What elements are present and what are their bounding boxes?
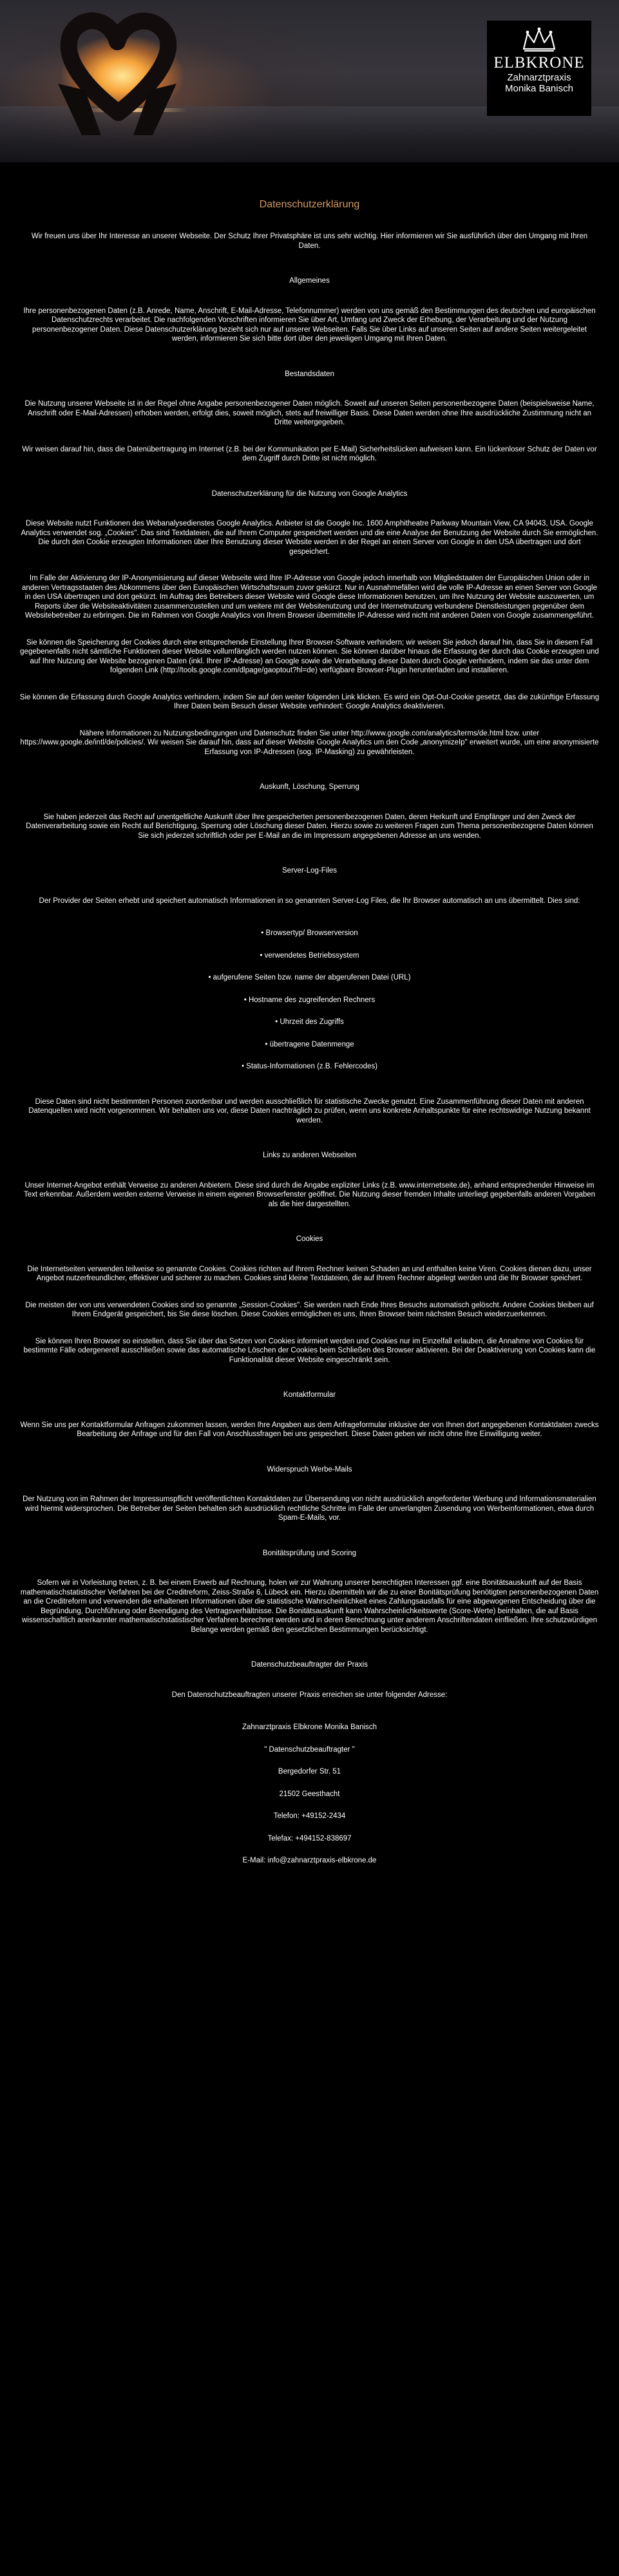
section-heading: Links zu anderen Webseiten bbox=[263, 1151, 356, 1159]
list-item: • Browsertyp/ Browserversion bbox=[261, 929, 358, 937]
paragraph: Sie können die Speicherung der Cookies durch eine entsprechende Einstellung Ihrer Browser-Software verhindern; wir weisen Sie jedoch darauf hin, dass Sie in diesem Fall gegebenenfalls nicht sämtliche Funktionen dieser Website vollumfänglich werden nutzen können. Sie können darüber hinaus die Erfassung der durch das Cookie erzeugten und auf Ihre Nutzung der Website bezogenen Daten (inkl. Ihrer IP-Adresse) an Google sowie die Verarbeitung dieser Daten durch Google verhindern, indem sie das unter dem folgenden Link (http://tools.google.com/dlpage/gaoptout?hl=de) verfügbare Browser-Plugin herunterladen und installieren. bbox=[20, 638, 599, 674]
hero-banner bbox=[0, 0, 619, 162]
section-heading: Server-Log-Files bbox=[282, 867, 337, 875]
section-heading: Datenschutzbeauftragter der Praxis bbox=[251, 1661, 368, 1669]
page-title: Datenschutzerklärung bbox=[259, 199, 360, 210]
brand-name: ELBKRONE bbox=[493, 54, 585, 71]
section-heading: Bestandsdaten bbox=[285, 370, 334, 378]
section-heading: Cookies bbox=[296, 1235, 323, 1243]
paragraph: Der Nutzung von im Rahmen der Impressumspflicht veröffentlichten Kontaktdaten zur Übersendung von nicht ausdrücklich angeforderter Werbung und Informationsmaterialien wird hiermit widersprochen. Die Betreiber der Seiten behalten sich ausdrücklich rechtliche Schritte im Falle der unverlangten Zusendung von Werbeinformationen, etwa durch Spam-E-Mails, vor. bbox=[23, 1495, 596, 1522]
paragraph: Ihre personenbezogenen Daten (z.B. Anrede, Name, Anschrift, E-Mail-Adresse, Telefonnummer) werden von uns gemäß den Bestimmungen des deutschen und europäischen Datenschutzrechts verarbeitet. Die nachfolgenden Vorschriften informieren Sie über Art, Umfang und Zweck der Erhebung, der Verarbeitung und der Nutzung personenbezogener Daten. Diese Datenschutzerklärung bezieht sich nur auf unserer Webseiten. Falls Sie über Links auf unseren Seiten auf andere Seiten weitergeleitet werden, informieren Sie sich bitte dort über den jeweiligen Umgang mit Ihren Daten. bbox=[23, 307, 596, 343]
list-item: • Hostname des zugreifenden Rechners bbox=[243, 996, 376, 1004]
list-item: • Uhrzeit des Zugriffs bbox=[275, 1018, 344, 1026]
brand-logo[interactable] bbox=[487, 21, 591, 116]
list-item: • übertragene Datenmenge bbox=[265, 1040, 354, 1048]
brand-subtitle-2: Monika Banisch bbox=[505, 83, 573, 94]
section-heading: Datenschutzerklärung für die Nutzung von Google Analytics bbox=[211, 489, 408, 498]
paragraph: Diese Website nutzt Funktionen des Webanalysedienstes Google Analytics. Anbieter ist die Google Inc. 1600 Amphitheatre Parkway Mountain View, CA 94043, USA. Google Analytics verwendet sog. „Cookies". Das sind Textdateien, die auf Ihrem Computer gespeichert werden und die eine Analyse der Benutzung der Website durch Sie ermöglichen. Die durch den Cookie erzeugten Informationen über Ihre Benutzung dieser Website werden in der Regel an einen Server von Google in den USA übertragen und dort gespeichert. bbox=[21, 520, 598, 556]
list-item: E-Mail: info@zahnarztpraxis-elbkrone.de bbox=[242, 1857, 377, 1864]
paragraph: Sie haben jederzeit das Recht auf unentgeltliche Auskunft über Ihre gespeicherten personenbezogenen Daten, deren Herkunft und Empfänger und den Zweck der Datenverarbeitung sowie ein Recht auf Berichtigung, Sperrung oder Löschung dieser Daten. Hierzu sowie zu weiteren Fragen zum Thema personenbezogene Daten können Sie sich jederzeit schriftlich oder per E-Mail an die im Impressum angegebenen Adresse an uns wenden. bbox=[26, 813, 593, 840]
list-item: • verwendetes Betriebssystem bbox=[260, 951, 359, 960]
paragraph: Unser Internet-Angebot enthält Verweise zu anderen Anbietern. Diese sind durch die Angabe expliziter Links (z.B. www.internetseite.de), anhand entsprechender Hinweise im Text erkennbar. Außerdem werden externe Verweise in einem eigenen Browserfenster geöffnet. Die Nutzung dieser fremden Inhalte unterliegt gegebenfalls anderen Vorgaben als die hier dargestellten. bbox=[23, 1181, 596, 1208]
list-item: 21502 Geesthacht bbox=[279, 1790, 340, 1798]
list-item: Bergedorfer Str. 51 bbox=[278, 1768, 341, 1776]
paragraph: Den Datenschutzbeauftragten unserer Praxis erreichen sie unter folgender Adresse: bbox=[171, 1690, 448, 1699]
list-item: Zahnarztpraxis Elbkrone Monika Banisch bbox=[242, 1723, 377, 1731]
paragraph: Sie können Ihren Browser so einstellen, dass Sie über das Setzen von Cookies informiert werden und Cookies nur im Einzelfall erlauben, die Annahme von Cookies für bestimmte Fälle odergenerell ausschließen sowie das automatische Löschen der Cookies beim Schließen des Browser aktivieren. Bei der Deaktivierung von Cookies kann die Funktionalität dieser Website eingeschränkt sein. bbox=[23, 1337, 596, 1364]
list-item: Telefax: +494152-838697 bbox=[267, 1834, 352, 1842]
section-heading: Allgemeines bbox=[289, 277, 330, 285]
section-heading: Widerspruch Werbe-Mails bbox=[267, 1465, 352, 1473]
paragraph: Die Nutzung unserer Webseite ist in der Regel ohne Angabe personenbezogener Daten möglich. Soweit auf unseren Seiten personenbezogene Daten (beispielsweise Name, Anschrift oder E-Mail-Adressen) erhoben werden, erfolgt dies, soweit möglich, stets auf freiwilliger Basis. Diese Daten werden ohne Ihre ausdrückliche Zustimmung nicht an Dritte weitergegeben. bbox=[24, 400, 595, 426]
paragraph: Sie können die Erfassung durch Google Analytics verhindern, indem Sie auf den weiter folgenden Link klicken. Es wird ein Opt-Out-Cookie gesetzt, das die zukünftige Erfassung Ihrer Daten beim Besuch dieser Website verhindert: Google Analytics deaktivieren. bbox=[19, 693, 600, 710]
paragraph: Diese Daten sind nicht bestimmten Personen zuordenbar und werden ausschließlich für statistische Zwecke genutzt. Eine Zusammenführung dieser Daten mit anderen Datenquellen wird nicht vorgenommen. Wir behalten uns vor, diese Daten nachträglich zu prüfen, wenn uns konkrete Anhaltspunkte für eine rechtswidrige Nutzung bekannt werden. bbox=[28, 1097, 591, 1124]
paragraph: Wenn Sie uns per Kontaktformular Anfragen zukommen lassen, werden Ihre Angaben aus dem Anfrageformular inklusive der von Ihnen dort angegebenen Kontaktdaten zwecks Bearbeitung der Anfrage und für den Fall von Anschlussfragen bei uns gespeichert. Diese Daten geben wir nicht ohne Ihre Einwilligung weiter. bbox=[20, 1421, 599, 1438]
heart-hands-image bbox=[46, 6, 188, 135]
section-heading: Auskunft, Löschung, Sperrung bbox=[260, 783, 359, 791]
paragraph: Im Falle der Aktivierung der IP-Anonymisierung auf dieser Webseite wird Ihre IP-Adresse von Google jedoch innerhalb von Mitgliedstaaten der Europäischen Union oder in anderen Vertragsstaaten des Abkommens über den Europäischen Wirtschaftsraum zuvor gekürzt. Nur in Ausnahmefällen wird die volle IP-Adresse an einen Server von Google in den USA übertragen und dort gekürzt. Im Auftrag des Betreibers dieser Website wird Google diese Informationen benutzen, um Ihre Nutzung der Website auszuwerten, um Reports über die Websiteaktivitäten zusammenzustellen und um weitere mit der Websitenutzung und der Internetnutzung verbundene Dienstleistungen gegenüber dem Websitebetreiber zu erbringen. Die im Rahmen von Google Analytics von Ihrem Browser übermittelte IP-Adresse wird nicht mit anderen Daten von Google zusammengeführt. bbox=[21, 574, 597, 620]
paragraph: Wir freuen uns über Ihr Interesse an unserer Webseite. Der Schutz Ihrer Privatsphäre ist uns sehr wichtig. Hier informieren wir Sie ausführlich über den Umgang mit Ihren Daten. bbox=[31, 232, 588, 250]
paragraph: Die Internetseiten verwenden teilweise so genannte Cookies. Cookies richten auf Ihrem Rechner keinen Schaden an und enthalten keine Viren. Cookies dienen dazu, unser Angebot nutzerfreundlicher, effektiver und sicherer zu machen. Cookies sind kleine Textdateien, die auf Ihrem Rechner abgelegt werden und die Ihr Browser speichert. bbox=[27, 1265, 592, 1282]
list-item: • Status-Informationen (z.B. Fehlercodes) bbox=[241, 1063, 378, 1070]
paragraph: Sofern wir in Vorleistung treten, z. B. bei einem Erwerb auf Rechnung, holen wir zur Wahrung unserer berechtigten Interessen ggf. eine Bonitätsauskunft auf der Basis mathematischstatistischer Verfahren bei der Creditreform, Zeiss-Straße 6, Lübeck ein. Hierzu übermitteln wir die zu einer Bonitätsprüfung benötigten personenbezogenen Daten an die Creditreform und verwenden die erhaltenen Informationen über die statistische Wahrscheinlichkeit eines Zahlungsausfalls für eine abgewogenen Entscheidung über die Begründung, Durchführung oder Beendigung des Vertragsverhältnisse. Die Bonitätsauskunft kann Wahrscheinlichkeitswerte (Score-Werte) beinhalten, die auf Basis wissenschaftlich anerkannter mathematischstatistischer Verfahren berechnet werden und in deren Berechnung unter anderem Anschriftendaten einfließen. Ihre schutzwürdigen Belange werden gemäß den gesetzlichen Bestimmungen berücksichtigt. bbox=[20, 1579, 599, 1634]
content-body bbox=[0, 232, 619, 1866]
privacy-content bbox=[0, 162, 619, 1866]
list-item: • aufgerufene Seiten bzw. name der abgerufenen Datei (URL) bbox=[208, 974, 411, 981]
section-heading: Kontaktformular bbox=[283, 1391, 336, 1399]
paragraph: Die meisten der von uns verwendeten Cookies sind so genannte „Session-Cookies". Sie werden nach Ende Ihres Besuchs automatisch gelöscht. Andere Cookies bleiben auf Ihrem Endgerät gespeichert, bis Sie diese löschen. Diese Cookies ermöglichen es uns, Ihren Browser beim nächsten Besuch wiederzuerkennen. bbox=[25, 1301, 594, 1318]
list-item: " Datenschutzbeauftragter " bbox=[264, 1745, 355, 1754]
list-item: Telefon: +49152-2434 bbox=[273, 1812, 346, 1820]
paragraph: Nähere Informationen zu Nutzungsbedingungen und Datenschutz finden Sie unter http://www.google.com/analytics/terms/de.html bzw. unter https://www.google.de/intl/de/policies/. Wir weisen Sie darauf hin, dass auf dieser Website Google Analytics um den Code „anonymizeIp" erweitert wurde, um eine anonymisierte Erfassung von IP-Adressen (sog. IP-Masking) zu gewährleisten. bbox=[20, 729, 599, 756]
brand-subtitle-1: Zahnarztpraxis bbox=[507, 72, 571, 83]
crown-icon bbox=[521, 27, 557, 53]
paragraph: Der Provider der Seiten erhebt und speichert automatisch Informationen in so genannten Server-Log Files, die Ihr Browser automatisch an uns übermittelt. Dies sind: bbox=[39, 896, 580, 905]
section-heading: Bonitätsprüfung und Scoring bbox=[262, 1549, 357, 1557]
paragraph: Wir weisen darauf hin, dass die Datenübertragung im Internet (z.B. bei der Kommunikation per E-Mail) Sicherheitslücken aufweisen kann. Ein lückenloser Schutz der Daten vor dem Zugriff durch Dritte ist nicht möglich. bbox=[22, 445, 597, 462]
